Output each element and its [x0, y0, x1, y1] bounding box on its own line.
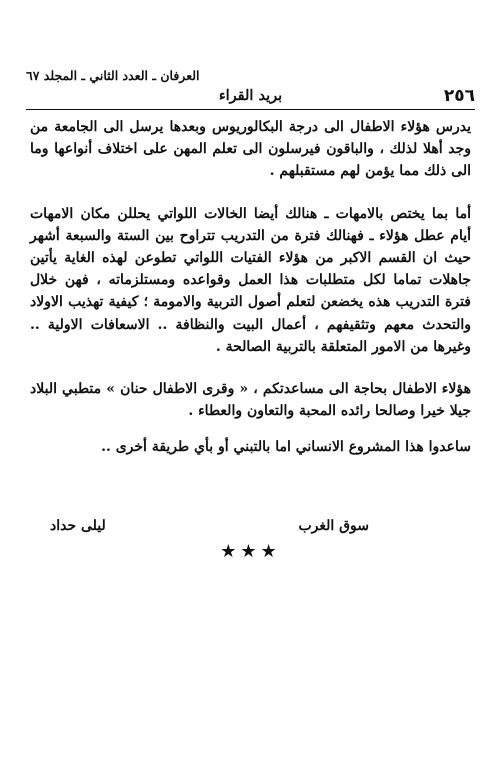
- signature-place: سوق الغرب: [298, 518, 369, 534]
- page-header: [26, 68, 475, 108]
- paragraph: أما بما يختص بالامهات ـ هنالك أيضا الخالات اللواتي يحللن مكان الامهات أيام عطل هؤلاء ـ فهنالك فترة من التدريب تتراوح بين الستة والسبعة أشهر حيث ان القسم الاكبر من هؤلاء الفتيات اللواتي تطوعن لهذه الغاية يأتين جاهلات تماما لكل متطلبات هذا العمل وقواعده ومستلزماته ، فهن خلال فترة التدريب هذه يخضعن لتعلم أصول التربية والامومة ؛ كيفية تهذيب الاولاد والتحدث معهم وتثقيفهم ، أعمال البيت والنظافة .. الاسعافات الاولية .. وغيرها من الامور المتعلقة بالتربية الصالحة .: [30, 205, 471, 355]
- header-rule: [26, 109, 475, 110]
- paragraph: يدرس هؤلاء الاطفال الى درجة البكالوريوس وبعدها يرسل الى الجامعة من وجد أهلا لذلك ، والباقون فيرسلون الى تعلم المهن على اختلاف أنواعها وما الى ذلك مما يؤمن لهم مستقبلهم .: [30, 119, 471, 180]
- header-row: [26, 86, 475, 106]
- signature-author: ليلى حداد: [50, 518, 106, 534]
- paragraph: ساعدوا هذا المشروع الانساني اما بالتبني أو بأي طريقة أخرى ..: [101, 439, 471, 456]
- section-title: بريد القراء: [218, 87, 283, 104]
- section-separator: ★★★: [220, 541, 281, 562]
- article-body: [30, 116, 471, 459]
- signature-block: [30, 518, 471, 540]
- running-title: العرفان ـ العدد الثاني ـ المجلد ٦٧: [26, 68, 200, 83]
- paragraph: هؤلاء الاطفال بحاجة الى مساعدتكم ، « وقرى الاطفال حنان » متطبي البلاد جيلا خيرا وصالحا رائده المحبة والتعاون والعطاء .: [30, 381, 471, 420]
- page-number: ٢٥٦: [443, 86, 475, 106]
